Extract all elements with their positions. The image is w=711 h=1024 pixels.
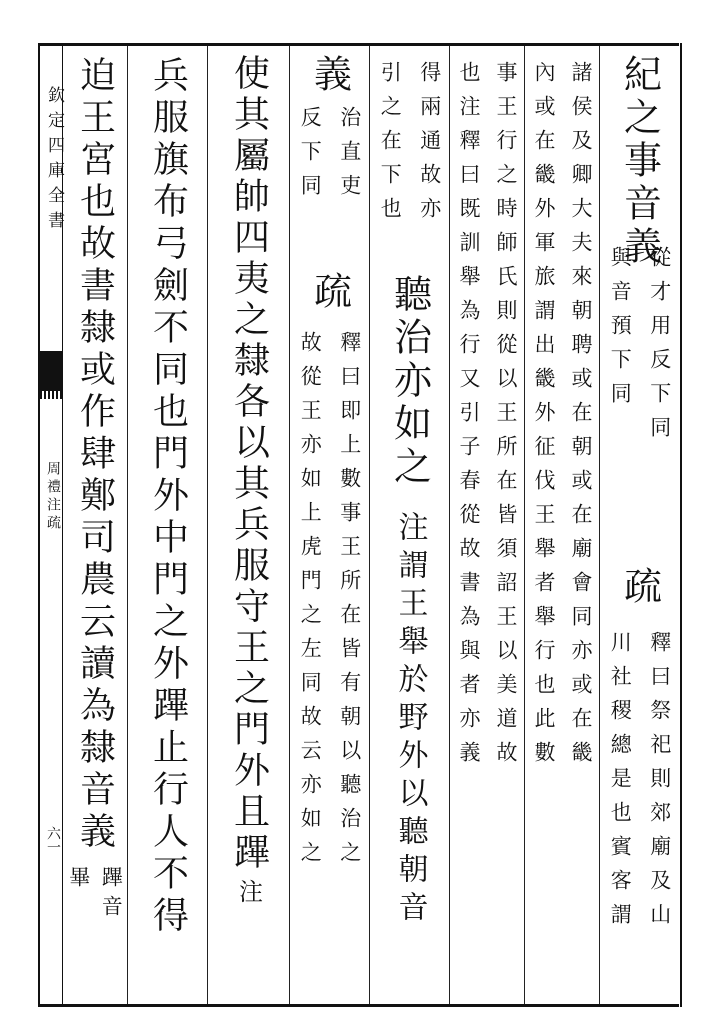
column-8-main: 迫王宮也故書隸或作肆鄭司農云讀為隸音義: [74, 56, 116, 854]
column-5-note2-right: 釋曰即上數事王所在皆有朝以聽治之: [337, 331, 362, 875]
column-5-note-left: 反下同: [298, 106, 323, 208]
column-5-note-right: 治直吏: [337, 106, 362, 208]
right-rule: [680, 43, 682, 1007]
column-1-notes-2: [600, 631, 679, 937]
text-columns: [62, 46, 679, 1004]
column-6-main: 使其屬帥四夷之隸各以其兵服守王之門外且蹕: [228, 54, 270, 874]
margin-page-number: 六一: [45, 826, 61, 854]
column-1-notes: [600, 246, 679, 450]
column-5: [289, 46, 369, 1004]
margin-strip: [40, 46, 63, 1004]
column-8-note-left: 畢: [66, 866, 91, 895]
column-3-note-right: 事王行之時師氏則從以王所在皆須詔王以美道故: [494, 61, 518, 775]
margin-book-title: 周禮注疏: [45, 461, 61, 533]
column-6-note: 注: [234, 879, 263, 904]
column-8-note-right: 蹕音: [99, 866, 124, 924]
column-7: [127, 46, 207, 1004]
column-1: [599, 46, 679, 1004]
fish-tail-lines: [40, 391, 62, 399]
column-4: [369, 46, 449, 1004]
column-4-note-left: 引之在下也: [378, 61, 403, 231]
margin-title: 欽定四庫全書: [44, 86, 64, 236]
column-5-main: 義: [307, 54, 352, 97]
column-1-note-left: 與音預下同: [608, 246, 633, 416]
column-1-note2-left: 川社稷總是也賓客謂: [608, 631, 633, 937]
column-2-note-right: 諸侯及卿大夫來朝聘或在朝或在廟會同亦或在畿: [569, 61, 593, 775]
column-1-note-right: 從才用反下同: [647, 246, 672, 450]
column-5-shu: 疏: [307, 271, 352, 314]
column-2-note-left: 內或在畿外軍旅謂出畿外征伐王舉者舉行也此數: [532, 61, 556, 775]
column-4-note-right: 得兩通故亦: [417, 61, 442, 231]
column-2: [524, 46, 599, 1004]
column-3-note-left: 也注釋曰既訓舉為行又引子春從故書為與者亦義: [457, 61, 481, 775]
column-8: [62, 46, 127, 1004]
column-4-main: 聽治亦如之: [387, 274, 432, 489]
column-1-main: 紀之事音義: [617, 54, 662, 269]
column-5-note2-left: 故從王亦如上虎門之左同故云亦如之: [298, 331, 323, 875]
column-1-note2-right: 釋曰祭祀則郊廟及山: [647, 631, 672, 937]
column-4-main-note: 注謂王舉於野外以聽朝音: [392, 511, 428, 929]
column-6: [207, 46, 289, 1004]
fish-tail-mark: [40, 351, 62, 391]
column-7-main: 兵服旗布弓劍不同也門外中門之外蹕止行人不得: [147, 56, 189, 938]
column-1-shu: 疏: [617, 566, 662, 609]
page-frame: [38, 43, 679, 1007]
column-3: [449, 46, 524, 1004]
